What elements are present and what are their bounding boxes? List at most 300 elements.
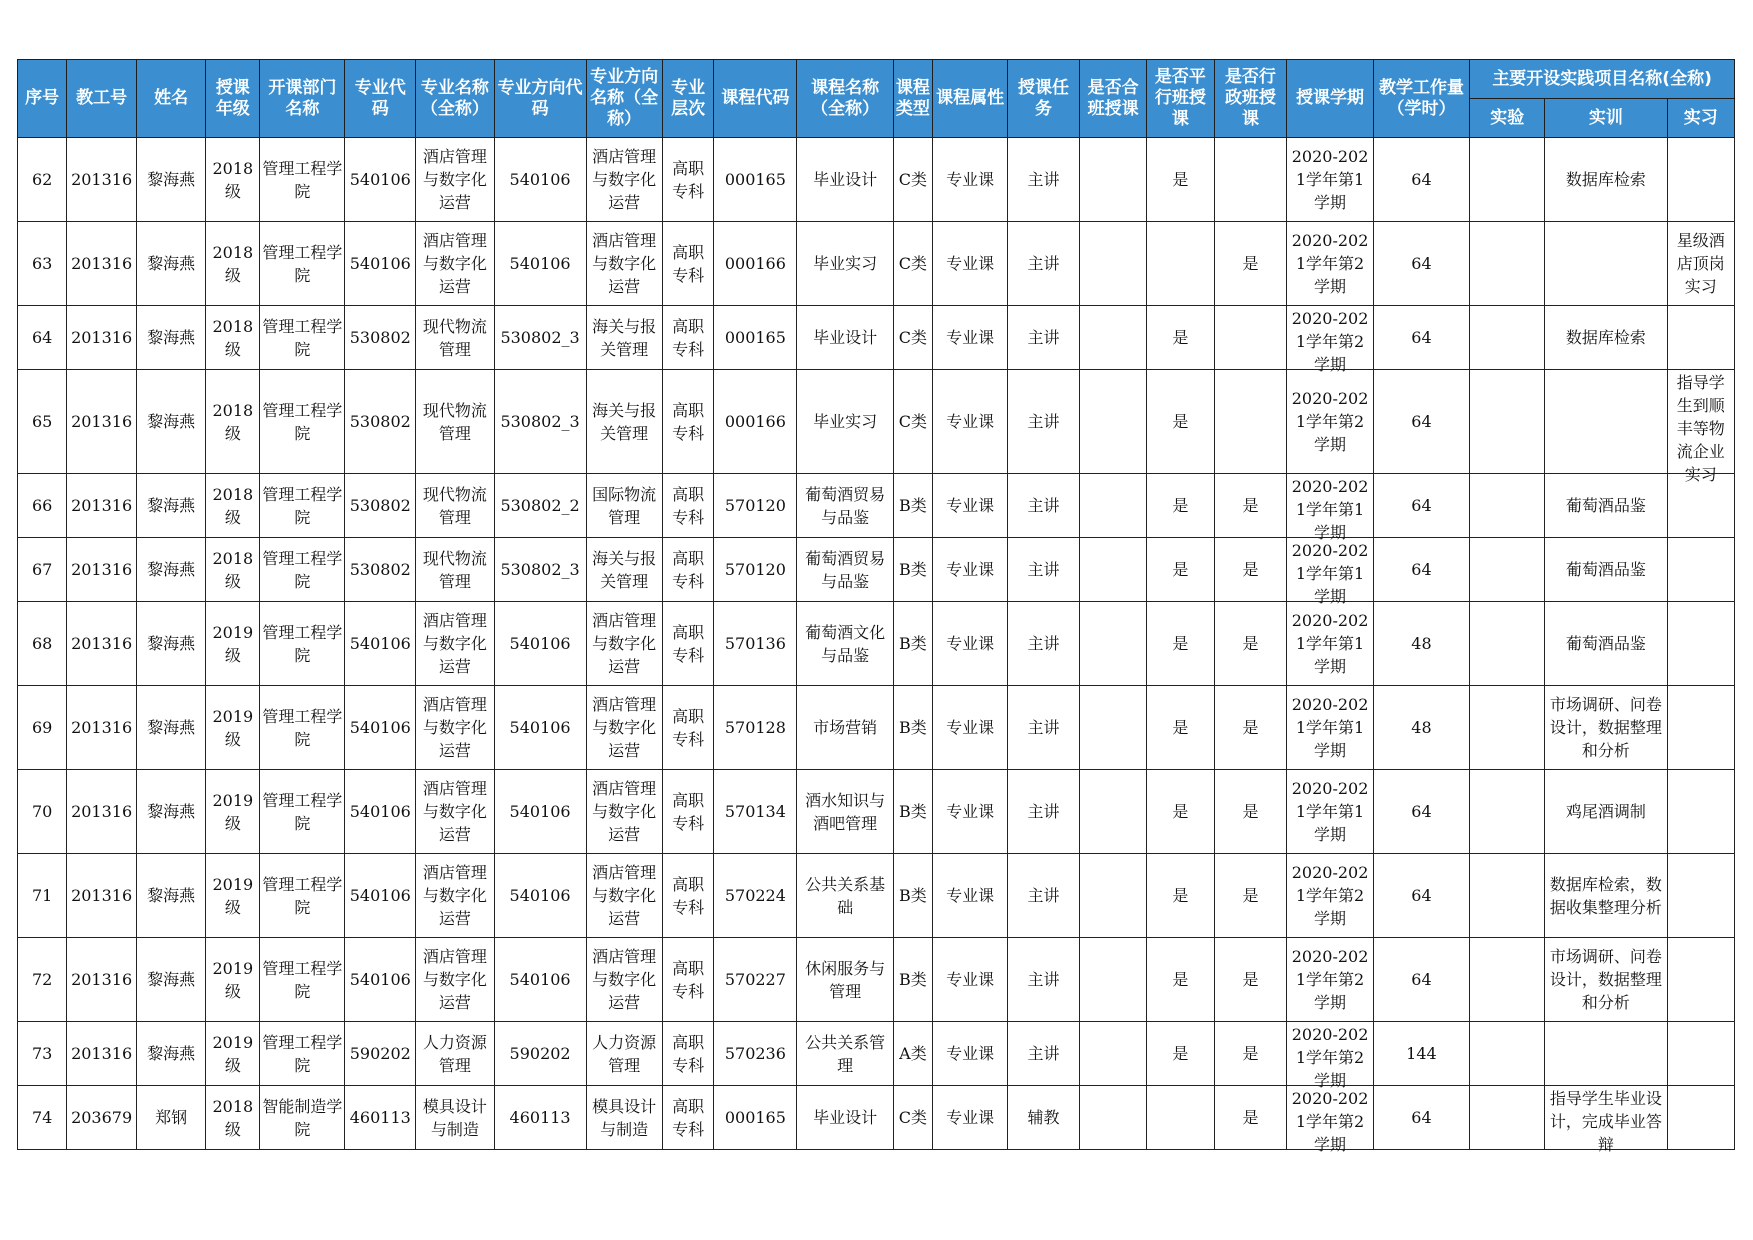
cell-major-name: 酒店管理与数字化运营 bbox=[416, 222, 495, 306]
cell-course-type: B类 bbox=[893, 770, 932, 854]
cell-combined bbox=[1079, 602, 1146, 686]
cell-experiment bbox=[1470, 1086, 1545, 1150]
cell-training: 市场调研、问卷设计，数据整理和分析 bbox=[1545, 686, 1667, 770]
cell-semester: 2020-2021学年第2学期 bbox=[1287, 938, 1373, 1022]
cell-semester: 2020-2021学年第1学期 bbox=[1287, 474, 1373, 538]
cell-experiment bbox=[1470, 854, 1545, 938]
cell-combined bbox=[1079, 222, 1146, 306]
cell-experiment bbox=[1470, 370, 1545, 474]
cell-direction-name: 酒店管理与数字化运营 bbox=[586, 770, 662, 854]
cell-course-name: 葡萄酒贸易与品鉴 bbox=[797, 538, 893, 602]
cell-course-name: 毕业实习 bbox=[797, 222, 893, 306]
cell-course-code: 570120 bbox=[714, 474, 797, 538]
table-row bbox=[18, 138, 1735, 222]
table-row bbox=[18, 222, 1735, 306]
cell-direction-code: 540106 bbox=[494, 686, 586, 770]
cell-staff-id: 201316 bbox=[67, 602, 137, 686]
cell-course-code: 000166 bbox=[714, 370, 797, 474]
cell-parallel: 是 bbox=[1147, 474, 1214, 538]
cell-experiment bbox=[1470, 474, 1545, 538]
cell-major-name: 现代物流管理 bbox=[416, 538, 495, 602]
cell-course-name: 酒水知识与酒吧管理 bbox=[797, 770, 893, 854]
cell-seq: 64 bbox=[18, 306, 67, 370]
cell-semester: 2020-2021学年第1学期 bbox=[1287, 770, 1373, 854]
cell-experiment bbox=[1470, 306, 1545, 370]
cell-dept: 管理工程学院 bbox=[260, 538, 345, 602]
header-combined: 是否合班授课 bbox=[1079, 60, 1146, 138]
cell-dept: 管理工程学院 bbox=[260, 854, 345, 938]
cell-direction-code: 590202 bbox=[494, 1022, 586, 1086]
cell-direction-code: 540106 bbox=[494, 602, 586, 686]
header-dept: 开课部门名称 bbox=[260, 60, 345, 138]
cell-course-name: 毕业设计 bbox=[797, 138, 893, 222]
cell-major-name: 酒店管理与数字化运营 bbox=[416, 602, 495, 686]
cell-dept: 管理工程学院 bbox=[260, 602, 345, 686]
cell-direction-name: 酒店管理与数字化运营 bbox=[586, 222, 662, 306]
cell-level: 高职专科 bbox=[662, 222, 714, 306]
cell-experiment bbox=[1470, 938, 1545, 1022]
cell-name: 黎海燕 bbox=[136, 1022, 206, 1086]
cell-grade: 2019级 bbox=[206, 686, 260, 770]
cell-workload: 64 bbox=[1373, 370, 1469, 474]
cell-internship bbox=[1667, 538, 1734, 602]
cell-internship bbox=[1667, 1022, 1734, 1086]
header-course-code: 课程代码 bbox=[714, 60, 797, 138]
header-semester: 授课学期 bbox=[1287, 60, 1373, 138]
cell-workload: 64 bbox=[1373, 474, 1469, 538]
header-name: 姓名 bbox=[136, 60, 206, 138]
header-major-name: 专业名称（全称） bbox=[416, 60, 495, 138]
cell-experiment bbox=[1470, 222, 1545, 306]
cell-parallel: 是 bbox=[1147, 538, 1214, 602]
header-major-code: 专业代码 bbox=[345, 60, 416, 138]
cell-dept: 管理工程学院 bbox=[260, 222, 345, 306]
table-row bbox=[18, 602, 1735, 686]
cell-direction-name: 酒店管理与数字化运营 bbox=[586, 854, 662, 938]
cell-major-name: 酒店管理与数字化运营 bbox=[416, 138, 495, 222]
cell-name: 郑钢 bbox=[136, 1086, 206, 1150]
header-task: 授课任务 bbox=[1008, 60, 1080, 138]
header-admin-class: 是否行政班授课 bbox=[1214, 60, 1287, 138]
cell-direction-code: 540106 bbox=[494, 222, 586, 306]
cell-experiment bbox=[1470, 686, 1545, 770]
cell-direction-code: 540106 bbox=[494, 770, 586, 854]
cell-course-attr: 专业课 bbox=[933, 538, 1008, 602]
cell-task: 主讲 bbox=[1008, 306, 1080, 370]
cell-parallel bbox=[1147, 1086, 1214, 1150]
cell-internship bbox=[1667, 686, 1734, 770]
cell-combined bbox=[1079, 370, 1146, 474]
table-row bbox=[18, 938, 1735, 1022]
cell-direction-name: 海关与报关管理 bbox=[586, 538, 662, 602]
cell-name: 黎海燕 bbox=[136, 854, 206, 938]
cell-combined bbox=[1079, 686, 1146, 770]
cell-admin-class: 是 bbox=[1214, 1022, 1287, 1086]
cell-experiment bbox=[1470, 770, 1545, 854]
cell-dept: 管理工程学院 bbox=[260, 770, 345, 854]
cell-major-code: 460113 bbox=[345, 1086, 416, 1150]
header-course-name: 课程名称（全称） bbox=[797, 60, 893, 138]
cell-task: 主讲 bbox=[1008, 138, 1080, 222]
cell-training: 葡萄酒品鉴 bbox=[1545, 602, 1667, 686]
cell-seq: 73 bbox=[18, 1022, 67, 1086]
cell-staff-id: 201316 bbox=[67, 770, 137, 854]
cell-seq: 70 bbox=[18, 770, 67, 854]
cell-internship bbox=[1667, 770, 1734, 854]
cell-major-name: 现代物流管理 bbox=[416, 306, 495, 370]
table-row bbox=[18, 770, 1735, 854]
cell-workload: 48 bbox=[1373, 686, 1469, 770]
cell-staff-id: 201316 bbox=[67, 474, 137, 538]
cell-level: 高职专科 bbox=[662, 538, 714, 602]
cell-course-attr: 专业课 bbox=[933, 602, 1008, 686]
cell-name: 黎海燕 bbox=[136, 306, 206, 370]
cell-admin-class: 是 bbox=[1214, 770, 1287, 854]
cell-workload: 48 bbox=[1373, 602, 1469, 686]
cell-workload: 64 bbox=[1373, 222, 1469, 306]
cell-major-code: 540106 bbox=[345, 854, 416, 938]
cell-combined bbox=[1079, 138, 1146, 222]
cell-level: 高职专科 bbox=[662, 1086, 714, 1150]
cell-major-code: 530802 bbox=[345, 538, 416, 602]
cell-course-name: 市场营销 bbox=[797, 686, 893, 770]
cell-combined bbox=[1079, 938, 1146, 1022]
cell-course-attr: 专业课 bbox=[933, 1086, 1008, 1150]
header-training: 实训 bbox=[1545, 99, 1667, 138]
cell-course-type: C类 bbox=[893, 370, 932, 474]
cell-training: 指导学生毕业设计，完成毕业答辩 bbox=[1545, 1086, 1667, 1150]
cell-task: 主讲 bbox=[1008, 602, 1080, 686]
cell-major-code: 530802 bbox=[345, 370, 416, 474]
cell-staff-id: 201316 bbox=[67, 138, 137, 222]
cell-level: 高职专科 bbox=[662, 138, 714, 222]
cell-staff-id: 201316 bbox=[67, 938, 137, 1022]
cell-workload: 64 bbox=[1373, 138, 1469, 222]
cell-dept: 管理工程学院 bbox=[260, 938, 345, 1022]
cell-internship bbox=[1667, 854, 1734, 938]
cell-course-type: B类 bbox=[893, 686, 932, 770]
cell-course-code: 570136 bbox=[714, 602, 797, 686]
cell-combined bbox=[1079, 474, 1146, 538]
cell-course-attr: 专业课 bbox=[933, 306, 1008, 370]
header-workload: 教学工作量（学时） bbox=[1373, 60, 1469, 138]
cell-direction-name: 酒店管理与数字化运营 bbox=[586, 938, 662, 1022]
cell-name: 黎海燕 bbox=[136, 938, 206, 1022]
cell-staff-id: 203679 bbox=[67, 1086, 137, 1150]
cell-task: 主讲 bbox=[1008, 1022, 1080, 1086]
cell-training bbox=[1545, 222, 1667, 306]
cell-admin-class bbox=[1214, 138, 1287, 222]
cell-direction-name: 酒店管理与数字化运营 bbox=[586, 138, 662, 222]
cell-admin-class: 是 bbox=[1214, 602, 1287, 686]
cell-level: 高职专科 bbox=[662, 854, 714, 938]
table-row bbox=[18, 686, 1735, 770]
cell-task: 辅教 bbox=[1008, 1086, 1080, 1150]
cell-major-code: 540106 bbox=[345, 602, 416, 686]
cell-parallel: 是 bbox=[1147, 602, 1214, 686]
header-grade: 授课年级 bbox=[206, 60, 260, 138]
cell-parallel: 是 bbox=[1147, 686, 1214, 770]
cell-direction-code: 530802_3 bbox=[494, 306, 586, 370]
cell-course-code: 570134 bbox=[714, 770, 797, 854]
cell-course-code: 000165 bbox=[714, 306, 797, 370]
cell-internship: 指导学生到顺丰等物流企业实习 bbox=[1667, 370, 1734, 474]
cell-course-code: 000166 bbox=[714, 222, 797, 306]
cell-course-type: B类 bbox=[893, 474, 932, 538]
cell-course-code: 570128 bbox=[714, 686, 797, 770]
cell-admin-class: 是 bbox=[1214, 474, 1287, 538]
cell-parallel: 是 bbox=[1147, 306, 1214, 370]
cell-name: 黎海燕 bbox=[136, 222, 206, 306]
cell-dept: 管理工程学院 bbox=[260, 306, 345, 370]
cell-staff-id: 201316 bbox=[67, 222, 137, 306]
cell-grade: 2018级 bbox=[206, 138, 260, 222]
cell-course-name: 公共关系基础 bbox=[797, 854, 893, 938]
cell-staff-id: 201316 bbox=[67, 686, 137, 770]
cell-admin-class: 是 bbox=[1214, 938, 1287, 1022]
cell-course-type: B类 bbox=[893, 538, 932, 602]
cell-semester: 2020-2021学年第1学期 bbox=[1287, 602, 1373, 686]
cell-grade: 2019级 bbox=[206, 770, 260, 854]
cell-name: 黎海燕 bbox=[136, 602, 206, 686]
cell-level: 高职专科 bbox=[662, 602, 714, 686]
cell-parallel bbox=[1147, 222, 1214, 306]
cell-experiment bbox=[1470, 1022, 1545, 1086]
cell-combined bbox=[1079, 538, 1146, 602]
cell-level: 高职专科 bbox=[662, 306, 714, 370]
cell-training: 葡萄酒品鉴 bbox=[1545, 474, 1667, 538]
teaching-workload-table bbox=[17, 59, 1735, 1154]
cell-major-name: 酒店管理与数字化运营 bbox=[416, 770, 495, 854]
cell-major-name: 人力资源管理 bbox=[416, 1022, 495, 1086]
cell-semester: 2020-2021学年第2学期 bbox=[1287, 306, 1373, 370]
cell-major-name: 现代物流管理 bbox=[416, 370, 495, 474]
cell-grade: 2019级 bbox=[206, 602, 260, 686]
header-staff-id: 教工号 bbox=[67, 60, 137, 138]
cell-staff-id: 201316 bbox=[67, 1022, 137, 1086]
cell-combined bbox=[1079, 770, 1146, 854]
cell-name: 黎海燕 bbox=[136, 370, 206, 474]
cell-major-code: 530802 bbox=[345, 306, 416, 370]
cell-training: 市场调研、问卷设计，数据整理和分析 bbox=[1545, 938, 1667, 1022]
cell-course-name: 毕业设计 bbox=[797, 306, 893, 370]
cell-course-type: A类 bbox=[893, 1022, 932, 1086]
cell-task: 主讲 bbox=[1008, 854, 1080, 938]
cell-task: 主讲 bbox=[1008, 938, 1080, 1022]
cell-workload: 64 bbox=[1373, 538, 1469, 602]
cell-direction-code: 530802_3 bbox=[494, 538, 586, 602]
cell-course-attr: 专业课 bbox=[933, 938, 1008, 1022]
cell-level: 高职专科 bbox=[662, 770, 714, 854]
cell-semester: 2020-2021学年第1学期 bbox=[1287, 538, 1373, 602]
cell-course-attr: 专业课 bbox=[933, 686, 1008, 770]
cell-parallel: 是 bbox=[1147, 938, 1214, 1022]
cell-workload: 64 bbox=[1373, 306, 1469, 370]
cell-grade: 2018级 bbox=[206, 1086, 260, 1150]
cell-experiment bbox=[1470, 138, 1545, 222]
cell-course-attr: 专业课 bbox=[933, 370, 1008, 474]
cell-major-name: 现代物流管理 bbox=[416, 474, 495, 538]
cell-admin-class bbox=[1214, 306, 1287, 370]
cell-training: 鸡尾酒调制 bbox=[1545, 770, 1667, 854]
cell-major-code: 540106 bbox=[345, 138, 416, 222]
cell-seq: 74 bbox=[18, 1086, 67, 1150]
cell-course-name: 休闲服务与管理 bbox=[797, 938, 893, 1022]
cell-course-code: 000165 bbox=[714, 138, 797, 222]
cell-seq: 67 bbox=[18, 538, 67, 602]
cell-course-type: B类 bbox=[893, 602, 932, 686]
cell-workload: 64 bbox=[1373, 770, 1469, 854]
header-level: 专业层次 bbox=[662, 60, 714, 138]
table-row bbox=[18, 370, 1735, 474]
cell-internship bbox=[1667, 138, 1734, 222]
cell-task: 主讲 bbox=[1008, 370, 1080, 474]
cell-course-code: 570120 bbox=[714, 538, 797, 602]
cell-internship: 星级酒店顶岗实习 bbox=[1667, 222, 1734, 306]
cell-seq: 72 bbox=[18, 938, 67, 1022]
cell-grade: 2018级 bbox=[206, 222, 260, 306]
cell-major-code: 540106 bbox=[345, 938, 416, 1022]
cell-training: 数据库检索，数据收集整理分析 bbox=[1545, 854, 1667, 938]
cell-direction-name: 酒店管理与数字化运营 bbox=[586, 602, 662, 686]
cell-course-name: 毕业实习 bbox=[797, 370, 893, 474]
cell-parallel: 是 bbox=[1147, 854, 1214, 938]
cell-direction-code: 460113 bbox=[494, 1086, 586, 1150]
cell-level: 高职专科 bbox=[662, 686, 714, 770]
cell-course-attr: 专业课 bbox=[933, 474, 1008, 538]
cell-parallel: 是 bbox=[1147, 370, 1214, 474]
cell-major-name: 酒店管理与数字化运营 bbox=[416, 938, 495, 1022]
cell-major-code: 540106 bbox=[345, 686, 416, 770]
cell-admin-class: 是 bbox=[1214, 538, 1287, 602]
table-row bbox=[18, 1086, 1735, 1150]
cell-major-code: 530802 bbox=[345, 474, 416, 538]
cell-admin-class: 是 bbox=[1214, 686, 1287, 770]
cell-staff-id: 201316 bbox=[67, 370, 137, 474]
cell-grade: 2019级 bbox=[206, 938, 260, 1022]
cell-workload: 64 bbox=[1373, 938, 1469, 1022]
cell-admin-class: 是 bbox=[1214, 222, 1287, 306]
header-experiment: 实验 bbox=[1470, 99, 1545, 138]
cell-major-name: 酒店管理与数字化运营 bbox=[416, 854, 495, 938]
cell-grade: 2018级 bbox=[206, 370, 260, 474]
cell-combined bbox=[1079, 854, 1146, 938]
header-direction-name: 专业方向名称（全称） bbox=[586, 60, 662, 138]
cell-dept: 管理工程学院 bbox=[260, 686, 345, 770]
cell-direction-name: 模具设计与制造 bbox=[586, 1086, 662, 1150]
cell-combined bbox=[1079, 1022, 1146, 1086]
cell-task: 主讲 bbox=[1008, 222, 1080, 306]
table-row bbox=[18, 474, 1735, 538]
cell-direction-code: 540106 bbox=[494, 938, 586, 1022]
cell-admin-class: 是 bbox=[1214, 1086, 1287, 1150]
cell-dept: 管理工程学院 bbox=[260, 138, 345, 222]
header-internship: 实习 bbox=[1667, 99, 1734, 138]
cell-parallel: 是 bbox=[1147, 138, 1214, 222]
cell-grade: 2018级 bbox=[206, 306, 260, 370]
cell-major-name: 模具设计与制造 bbox=[416, 1086, 495, 1150]
cell-course-code: 570224 bbox=[714, 854, 797, 938]
cell-major-name: 酒店管理与数字化运营 bbox=[416, 686, 495, 770]
cell-level: 高职专科 bbox=[662, 370, 714, 474]
cell-course-name: 公共关系管理 bbox=[797, 1022, 893, 1086]
table-row bbox=[18, 854, 1735, 938]
cell-direction-code: 530802_2 bbox=[494, 474, 586, 538]
cell-grade: 2018级 bbox=[206, 538, 260, 602]
cell-name: 黎海燕 bbox=[136, 770, 206, 854]
cell-course-name: 葡萄酒文化与品鉴 bbox=[797, 602, 893, 686]
cell-seq: 71 bbox=[18, 854, 67, 938]
cell-admin-class: 是 bbox=[1214, 854, 1287, 938]
cell-course-type: B类 bbox=[893, 854, 932, 938]
cell-experiment bbox=[1470, 602, 1545, 686]
header-course-type: 课程类型 bbox=[893, 60, 932, 138]
cell-staff-id: 201316 bbox=[67, 538, 137, 602]
cell-staff-id: 201316 bbox=[67, 306, 137, 370]
cell-course-attr: 专业课 bbox=[933, 222, 1008, 306]
cell-level: 高职专科 bbox=[662, 1022, 714, 1086]
cell-major-code: 540106 bbox=[345, 222, 416, 306]
cell-workload: 64 bbox=[1373, 854, 1469, 938]
cell-internship bbox=[1667, 602, 1734, 686]
cell-course-code: 000165 bbox=[714, 1086, 797, 1150]
cell-name: 黎海燕 bbox=[136, 138, 206, 222]
cell-internship bbox=[1667, 1086, 1734, 1150]
cell-direction-name: 海关与报关管理 bbox=[586, 306, 662, 370]
cell-course-name: 葡萄酒贸易与品鉴 bbox=[797, 474, 893, 538]
cell-seq: 68 bbox=[18, 602, 67, 686]
cell-combined bbox=[1079, 1086, 1146, 1150]
cell-dept: 管理工程学院 bbox=[260, 474, 345, 538]
cell-course-attr: 专业课 bbox=[933, 770, 1008, 854]
cell-dept: 智能制造学院 bbox=[260, 1086, 345, 1150]
cell-dept: 管理工程学院 bbox=[260, 370, 345, 474]
cell-parallel: 是 bbox=[1147, 770, 1214, 854]
cell-course-type: C类 bbox=[893, 138, 932, 222]
cell-semester: 2020-2021学年第1学期 bbox=[1287, 686, 1373, 770]
cell-name: 黎海燕 bbox=[136, 474, 206, 538]
cell-direction-name: 国际物流管理 bbox=[586, 474, 662, 538]
cell-direction-name: 人力资源管理 bbox=[586, 1022, 662, 1086]
cell-staff-id: 201316 bbox=[67, 854, 137, 938]
cell-course-type: B类 bbox=[893, 938, 932, 1022]
cell-name: 黎海燕 bbox=[136, 686, 206, 770]
cell-internship bbox=[1667, 306, 1734, 370]
cell-task: 主讲 bbox=[1008, 538, 1080, 602]
cell-admin-class bbox=[1214, 370, 1287, 474]
header-direction-code: 专业方向代码 bbox=[494, 60, 586, 138]
cell-seq: 63 bbox=[18, 222, 67, 306]
table-row bbox=[18, 306, 1735, 370]
cell-course-type: C类 bbox=[893, 306, 932, 370]
header-practice-group: 主要开设实践项目名称(全称) bbox=[1470, 60, 1735, 99]
cell-semester: 2020-2021学年第2学期 bbox=[1287, 854, 1373, 938]
cell-parallel: 是 bbox=[1147, 1022, 1214, 1086]
cell-major-code: 590202 bbox=[345, 1022, 416, 1086]
cell-task: 主讲 bbox=[1008, 770, 1080, 854]
header-seq: 序号 bbox=[18, 60, 67, 138]
cell-seq: 62 bbox=[18, 138, 67, 222]
cell-combined bbox=[1079, 306, 1146, 370]
cell-direction-name: 海关与报关管理 bbox=[586, 370, 662, 474]
cell-direction-code: 540106 bbox=[494, 138, 586, 222]
cell-training bbox=[1545, 1022, 1667, 1086]
cell-dept: 管理工程学院 bbox=[260, 1022, 345, 1086]
cell-seq: 69 bbox=[18, 686, 67, 770]
cell-semester: 2020-2021学年第2学期 bbox=[1287, 370, 1373, 474]
table-body bbox=[18, 138, 1735, 1154]
cell-workload: 144 bbox=[1373, 1022, 1469, 1086]
